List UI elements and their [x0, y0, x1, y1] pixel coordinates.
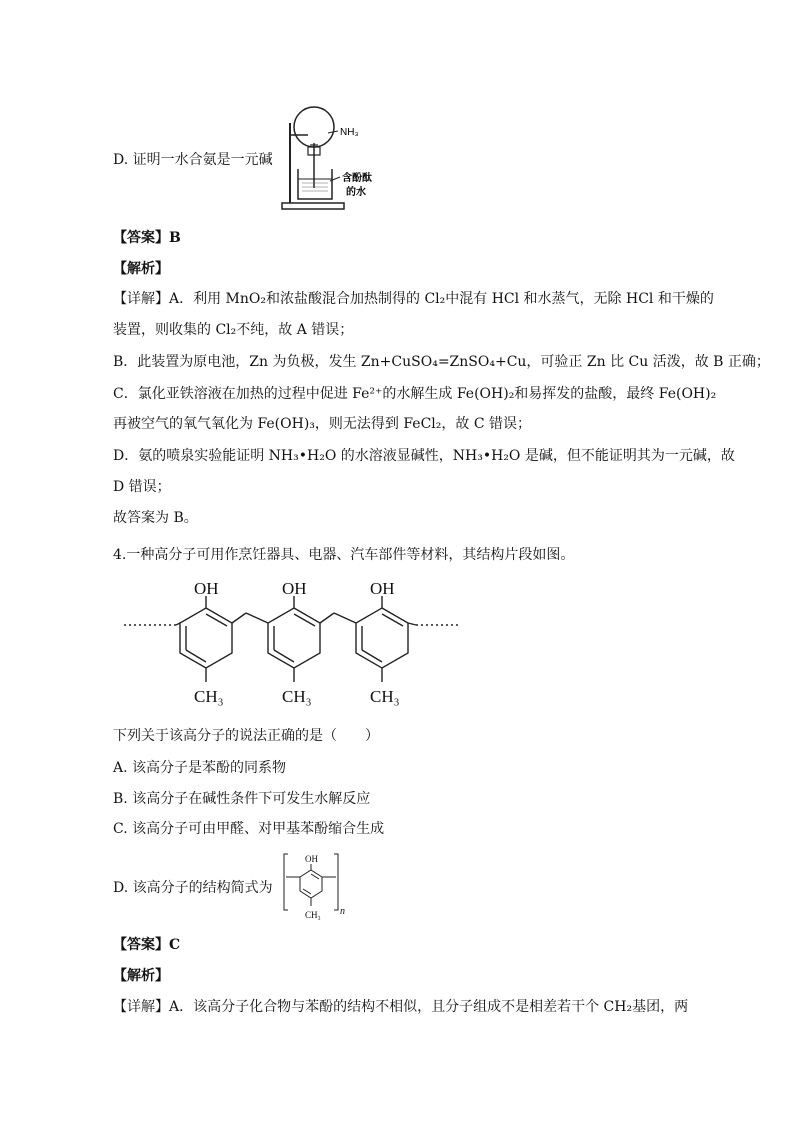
repeat-oh-label: OH: [305, 854, 318, 864]
q3-detail-d-2: D 错误；: [113, 479, 171, 495]
q3-answer: 【答案】B: [113, 230, 181, 246]
label-nh3: NH₃: [340, 127, 359, 138]
q4-detail-a: 【详解】A．该高分子化合物与苯酚的结构不相似，且分子组成不是相差若干个 CH₂基团，两: [113, 999, 689, 1015]
q3-detail-a-1: 【详解】A．利用 MnO₂和浓盐酸混合加热制得的 Cl₂中混有 HCl 和水蒸气，无除 HCl 和干燥的: [113, 291, 714, 307]
q4-option-c: C. 该高分子可由甲醛、对甲基苯酚缩合生成: [113, 821, 385, 837]
q3-conclusion: 故答案为 B。: [113, 510, 198, 526]
polymer-structure-figure: [120, 578, 465, 718]
q3-detail-c-1: C．氯化亚铁溶液在加热的过程中促进 Fe²⁺的水解生成 Fe(OH)₂和易挥发的盐酸，最终 Fe(OH)₂: [113, 386, 717, 402]
q4-stem: 4.一种高分子可用作烹饪器具、电器、汽车部件等材料，其结构片段如图。: [113, 547, 575, 563]
oh-label-1: OH: [194, 579, 219, 598]
label-water-1: 含酚酞: [342, 173, 372, 184]
ch3-label-3: CH₃: [370, 687, 400, 706]
repeat-ch3-label: CH₃: [305, 910, 321, 920]
label-water-2: 的水: [346, 187, 366, 198]
q3-detail-d-1: D．氨的喷泉实验能证明 NH₃•H₂O 的水溶液显碱性，NH₃•H₂O 是碱，但不能证明其为一元碱，故: [113, 448, 735, 464]
q4-option-d: D. 该高分子的结构简式为: [113, 880, 273, 896]
oh-label-3: OH: [370, 579, 395, 598]
ch3-label-2: CH₃: [282, 687, 312, 706]
oh-label-2: OH: [282, 579, 307, 598]
q3-detail-b: B．此装置为原电池，Zn 为负极，发生 Zn+CuSO₄=ZnSO₄+Cu，可验正 Zn 比 Cu 活泼，故 B 正确；: [113, 354, 770, 370]
q4-option-a: A. 该高分子是苯酚的同系物: [113, 760, 287, 776]
q4-option-b: B. 该高分子在碱性条件下可发生水解反应: [113, 791, 371, 807]
ch3-label-1: CH₃: [194, 687, 224, 706]
q4-answer: 【答案】C: [113, 937, 181, 953]
repeat-n-label: n: [340, 906, 345, 917]
q3-detail-c-2: 再被空气的氧气氧化为 Fe(OH)₃，则无法得到 FeCl₂，故 C 错误；: [113, 416, 532, 432]
q4-analysis: 【解析】: [113, 968, 169, 984]
q3-option-d: D. 证明一水合氨是一元碱: [113, 152, 273, 168]
q3-analysis: 【解析】: [113, 261, 169, 277]
q4-prompt: 下列关于该高分子的说法正确的是（ ）: [113, 728, 379, 744]
q3-detail-a-2: 装置，则收集的 Cl₂不纯，故 A 错误；: [113, 322, 354, 338]
repeat-unit-figure: [280, 850, 350, 930]
fountain-apparatus-figure: [278, 103, 398, 213]
